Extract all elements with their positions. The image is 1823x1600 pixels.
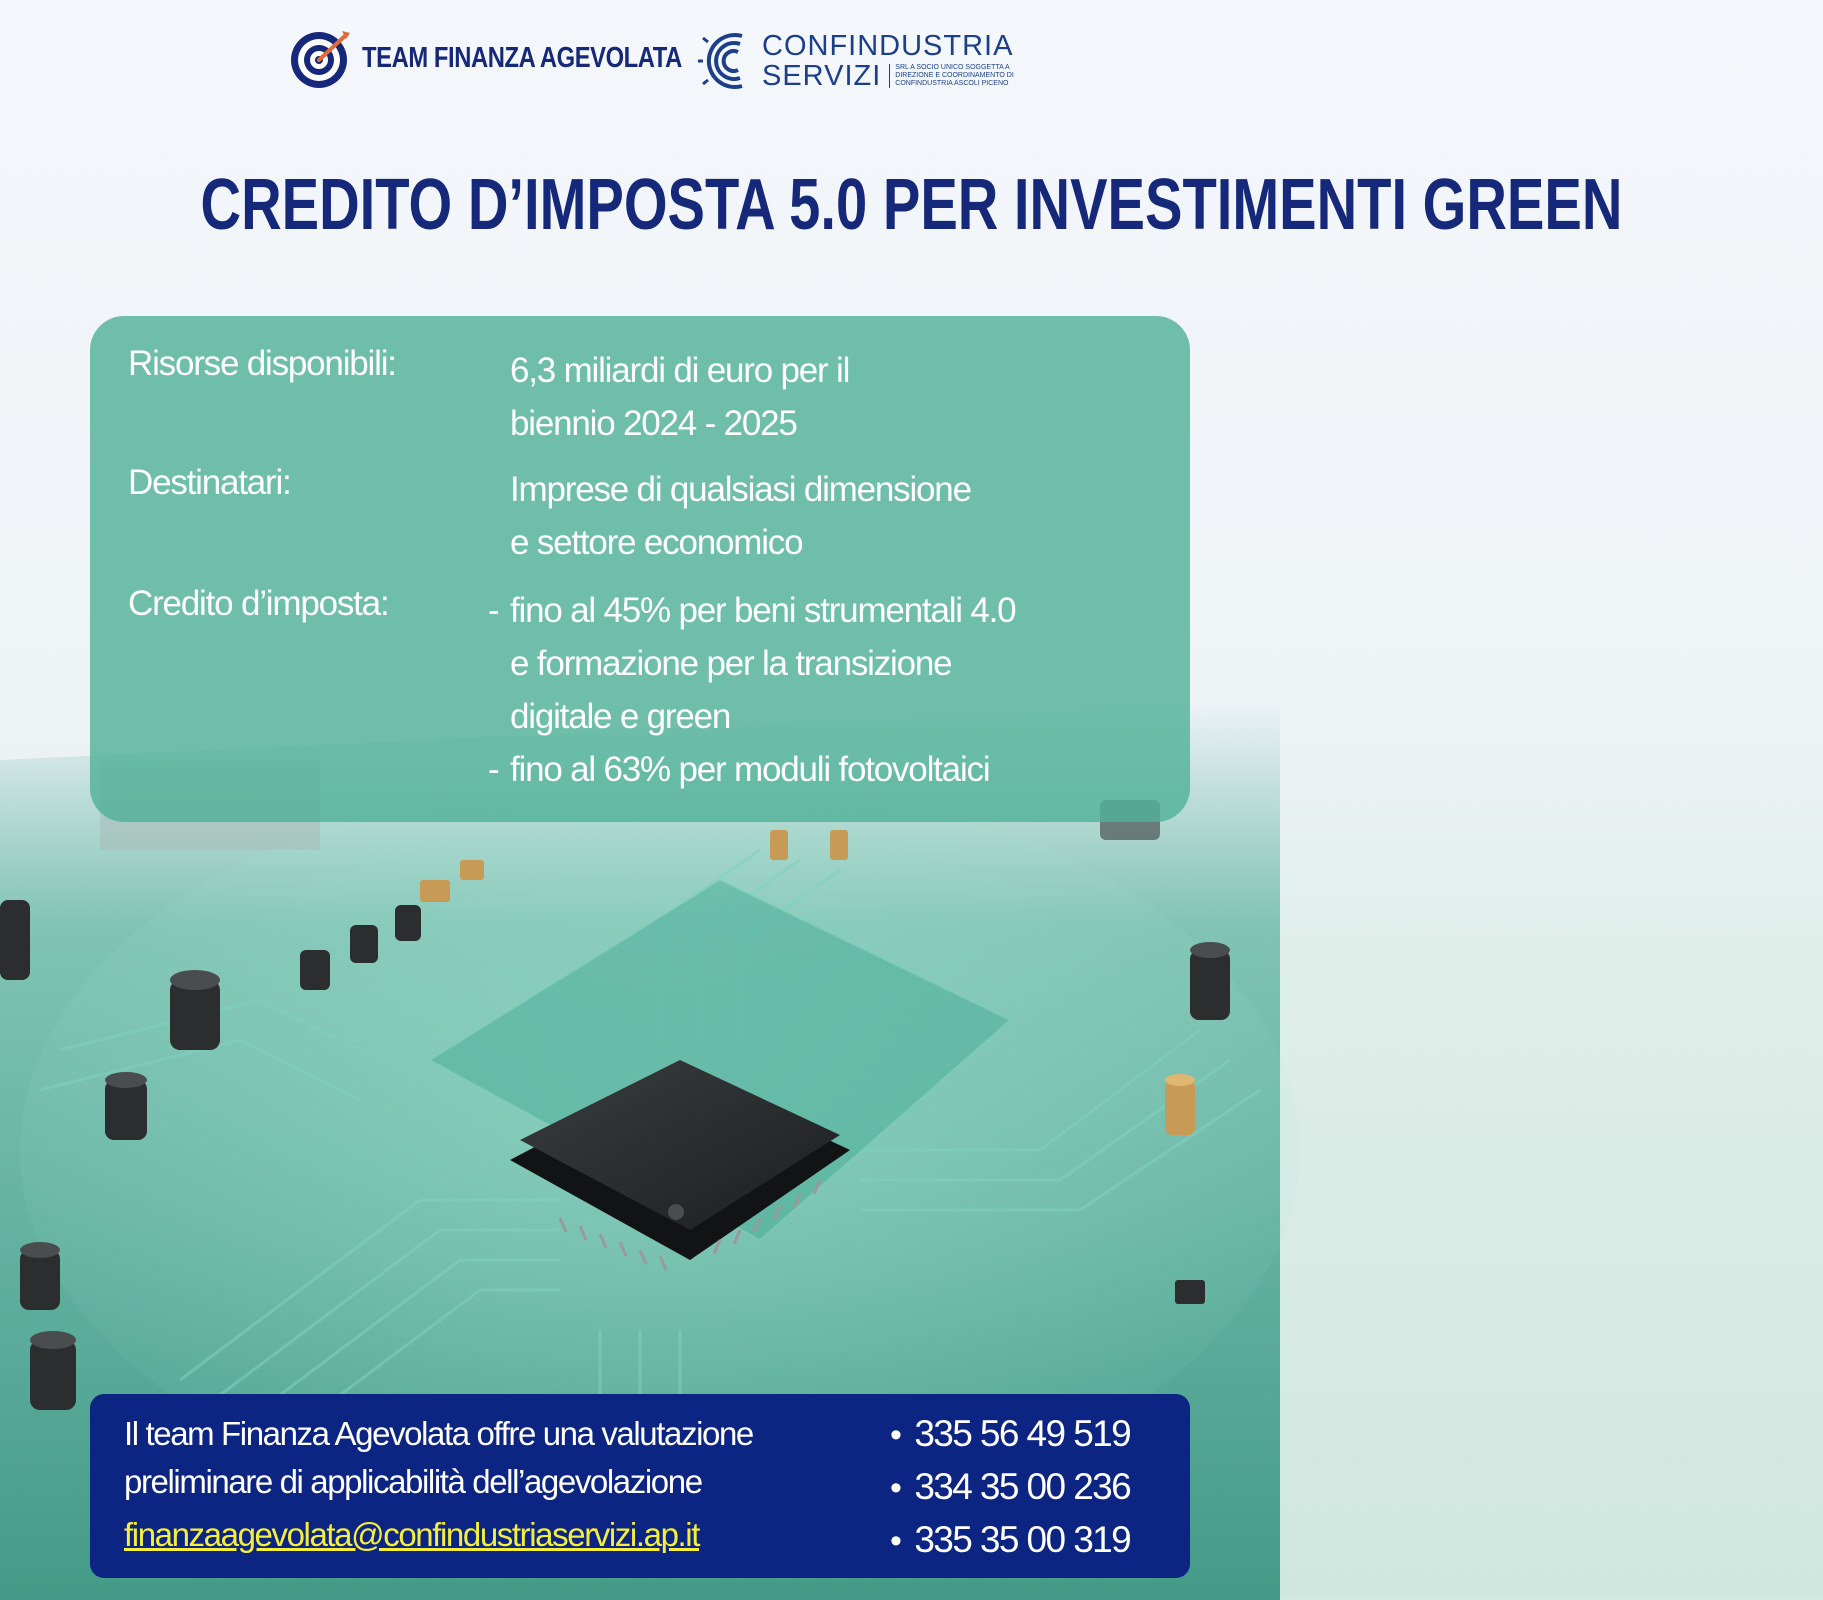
- info-value-line: e formazione per la transizione: [510, 644, 952, 683]
- info-label: Destinatari:: [128, 463, 291, 502]
- contact-description-line: preliminare di applicabilità dell’agevolazione: [124, 1463, 702, 1500]
- info-value-line: e settore economico: [510, 523, 803, 562]
- target-arrow-icon: [288, 25, 354, 91]
- servizi-word: SERVIZI: [762, 60, 882, 92]
- info-label: Credito d’imposta:: [128, 584, 389, 623]
- phone-number[interactable]: • 335 56 49 519: [890, 1408, 1130, 1461]
- confindustria-word: CONFINDUSTRIA: [762, 30, 1014, 62]
- contact-description: [124, 1410, 864, 1506]
- page-title: [0, 164, 1623, 246]
- info-label: Risorse disponibili:: [128, 344, 396, 383]
- info-value-line: 6,3 miliardi di euro per il: [510, 351, 850, 390]
- info-value: [510, 584, 1160, 796]
- team-finanza-logo: [288, 26, 752, 90]
- info-value: [510, 463, 1160, 569]
- info-panel: [90, 316, 1190, 822]
- team-logo-text: TEAM FINANZA AGEVOLATA: [362, 41, 682, 74]
- info-value-line: - fino al 63% per moduli fotovoltaici: [510, 743, 1160, 796]
- email-link[interactable]: finanzaagevolata@confindustriaservizi.ap.it: [124, 1516, 699, 1553]
- gear-swirl-icon: [700, 28, 758, 94]
- contact-footer: [90, 1394, 1190, 1578]
- phone-number[interactable]: • 334 35 00 236: [890, 1461, 1130, 1514]
- contact-description-line: Il team Finanza Agevolata offre una valutazione: [124, 1415, 753, 1452]
- page-title-text: CREDITO D’IMPOSTA 5.0 PER INVESTIMENTI GREEN: [200, 165, 1623, 245]
- header: [0, 26, 1280, 96]
- info-value-line: - fino al 45% per beni strumentali 4.0: [510, 584, 1160, 637]
- confindustria-tagline: SRL A SOCIO UNICO SOGGETTA A DIREZIONE E COORDINAMENTO DI CONFINDUSTRIA ASCOLI PICENO: [889, 64, 1019, 88]
- phone-list: [890, 1408, 1130, 1567]
- info-value: [510, 344, 1160, 450]
- info-value-line: digitale e green: [510, 697, 731, 736]
- phone-number[interactable]: • 335 35 00 319: [890, 1514, 1130, 1567]
- info-value-line: Imprese di qualsiasi dimensione: [510, 470, 971, 509]
- info-value-line: biennio 2024 - 2025: [510, 404, 797, 443]
- confindustria-servizi-logo: [700, 26, 1019, 96]
